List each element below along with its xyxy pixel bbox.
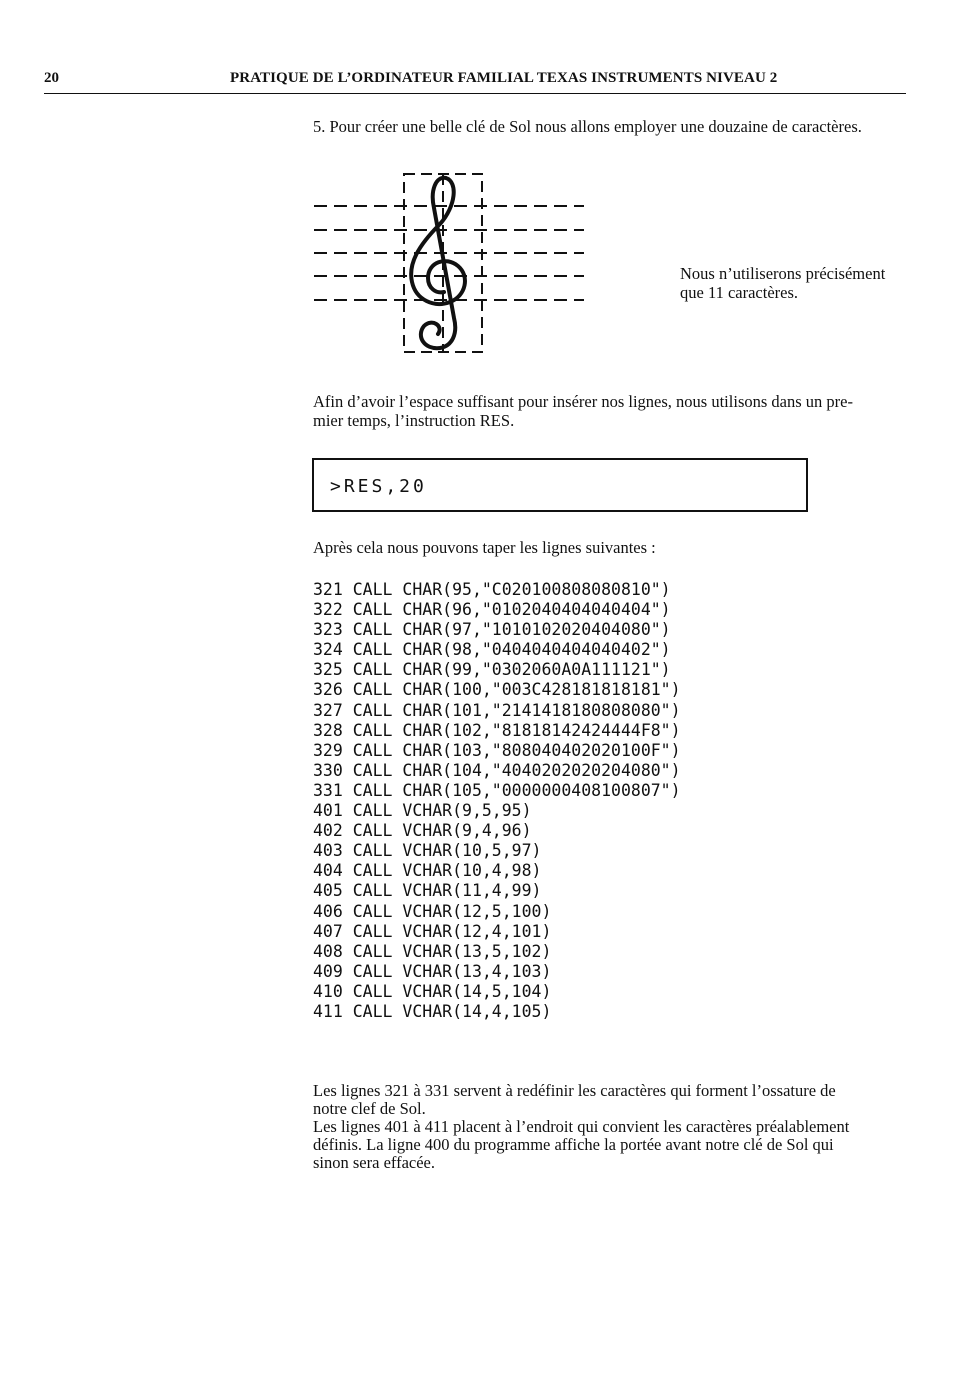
code-line: 327 CALL CHAR(101,"2141418180808080") xyxy=(313,700,681,720)
code-line: 331 CALL CHAR(105,"0000000408100807") xyxy=(313,780,681,800)
page-number: 20 xyxy=(44,70,59,86)
figure-caption-line: Nous n’utiliserons précisément xyxy=(680,264,886,283)
code-line: 401 CALL VCHAR(9,5,95) xyxy=(313,801,532,821)
command-text: >RES,20 xyxy=(330,476,427,497)
explain-paragraph xyxy=(313,392,909,430)
paragraph-line: Afin d’avoir l’espace suffisant pour insérer nos lignes, nous utilisons dans un pre- xyxy=(313,392,853,411)
running-title: PRATIQUE DE L’ORDINATEUR FAMILIAL TEXAS INSTRUMENTS NIVEAU 2 xyxy=(230,70,778,86)
paragraph-line: mier temps, l’instruction RES. xyxy=(313,411,515,430)
code-line: 328 CALL CHAR(102,"81818142424444F8") xyxy=(313,720,681,740)
code-line: 411 CALL VCHAR(14,4,105) xyxy=(313,1001,552,1021)
code-line: 410 CALL VCHAR(14,5,104) xyxy=(313,981,552,1001)
treble-clef-icon xyxy=(411,178,465,348)
code-line: 408 CALL VCHAR(13,5,102) xyxy=(313,941,552,961)
code-line: 323 CALL CHAR(97,"1010102020404080") xyxy=(313,620,671,640)
paragraph-line: définis. La ligne 400 du programme affiche la portée avant notre clé de Sol qui xyxy=(313,1135,834,1154)
paragraph-line: Les lignes 401 à 411 placent à l’endroit qui convient les caractères préalablement xyxy=(313,1117,850,1136)
code-line: 324 CALL CHAR(98,"0404040404040402") xyxy=(313,640,671,660)
header-rule xyxy=(44,93,906,94)
code-line: 407 CALL VCHAR(12,4,101) xyxy=(313,921,552,941)
command-box xyxy=(312,458,808,512)
code-line: 322 CALL CHAR(96,"0102040404040404") xyxy=(313,600,671,620)
code-line: 406 CALL VCHAR(12,5,100) xyxy=(313,901,552,921)
code-line: 326 CALL CHAR(100,"003C428181818181") xyxy=(313,680,681,700)
figure-caption xyxy=(680,264,920,302)
code-listing xyxy=(313,580,681,1022)
code-line: 403 CALL VCHAR(10,5,97) xyxy=(313,841,542,861)
paragraph-line: sinon sera effacée. xyxy=(313,1153,436,1172)
code-line: 321 CALL CHAR(95,"C020100808080810") xyxy=(313,580,671,599)
treble-clef-staff-figure xyxy=(312,168,592,358)
code-line: 329 CALL CHAR(103,"808040402020100F") xyxy=(313,740,681,760)
code-line: 330 CALL CHAR(104,"4040202020204080") xyxy=(313,760,681,780)
code-line: 402 CALL VCHAR(9,4,96) xyxy=(313,821,532,841)
after-paragraph: Après cela nous pouvons taper les lignes suivantes : xyxy=(313,538,656,557)
paragraph-line: notre clef de Sol. xyxy=(313,1099,426,1118)
intro-paragraph: 5. Pour créer une belle clé de Sol nous allons employer une douzaine de caractères. xyxy=(313,117,862,136)
page-header xyxy=(44,70,906,92)
figure-caption-line: que 11 caractères. xyxy=(680,283,799,302)
code-line: 405 CALL VCHAR(11,4,99) xyxy=(313,881,542,901)
code-line: 325 CALL CHAR(99,"0302060A0A111121") xyxy=(313,660,671,680)
paragraph-line: Les lignes 321 à 331 servent à redéfinir les caractères qui forment l’ossature de xyxy=(313,1081,836,1100)
code-line: 404 CALL VCHAR(10,4,98) xyxy=(313,861,542,881)
code-line: 409 CALL VCHAR(13,4,103) xyxy=(313,961,552,981)
closing-paragraph xyxy=(313,1082,909,1172)
